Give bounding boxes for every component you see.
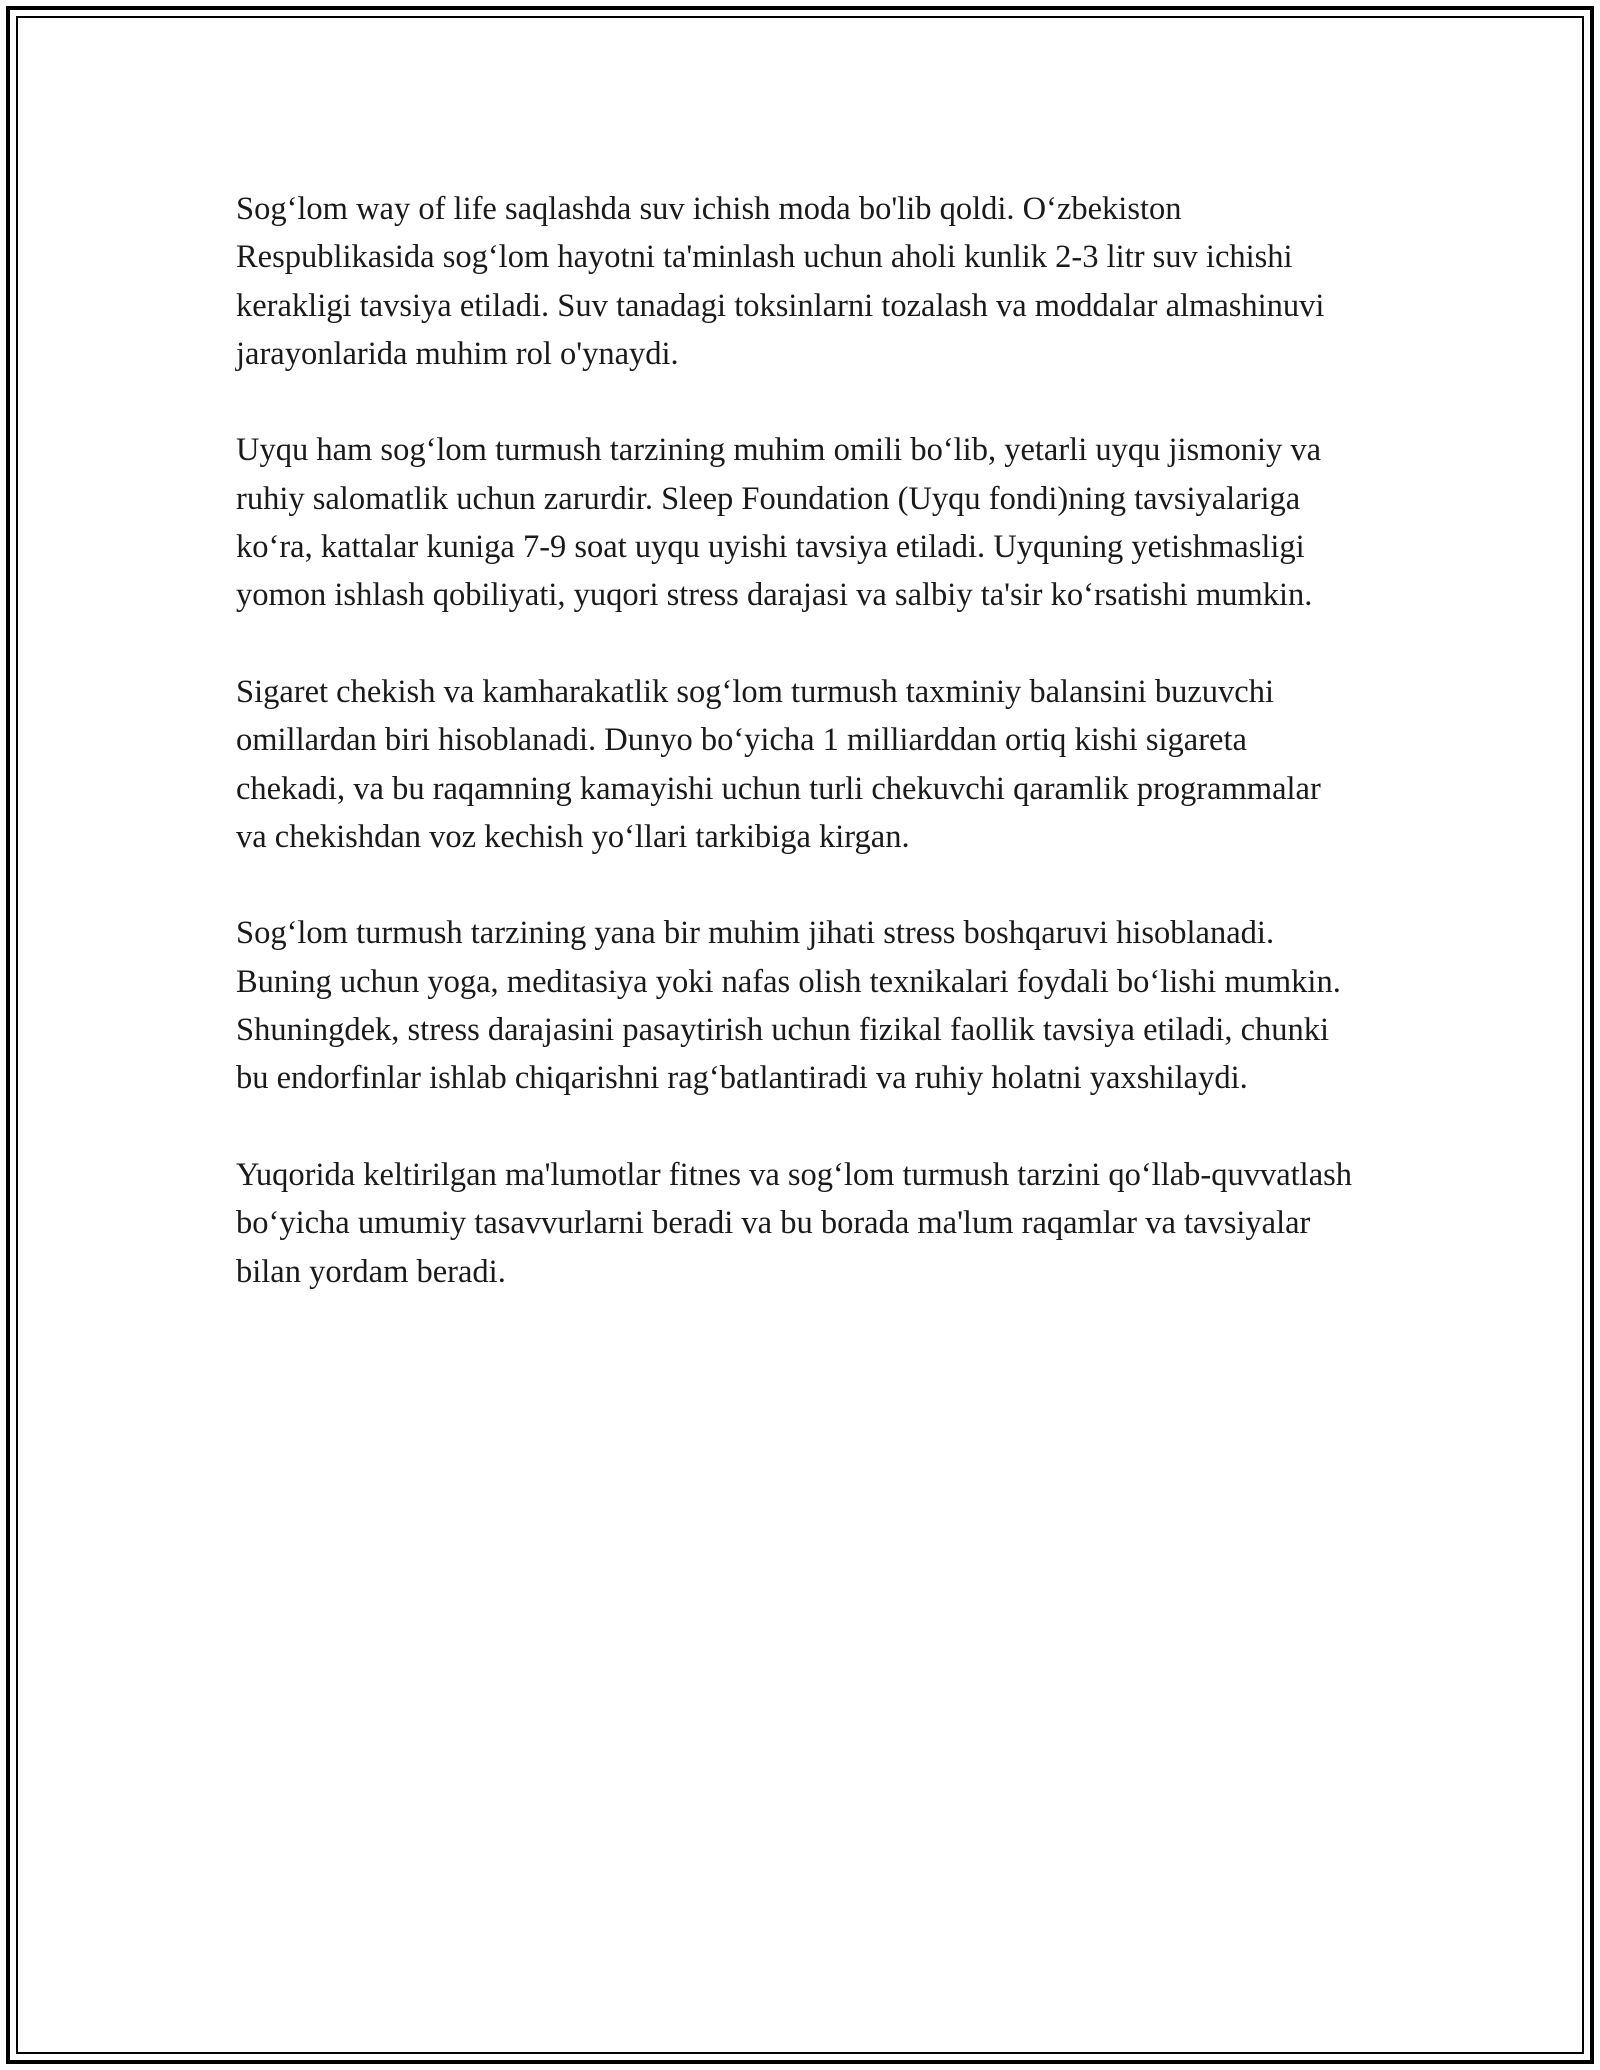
paragraph-water: Sog‘lom way of life saqlashda suv ichish moda bo'lib qoldi. O‘zbekiston Respublikasida sog‘lom hayotni ta'minlash uchun aholi kunlik 2-3 litr suv ichishi kerakligi tavsiya etiladi. Suv tanadagi toksinlarni tozalash va moddalar almashinuvi jarayonlarida muhim rol o'ynaydi.: [236, 191, 1325, 372]
paragraph-smoking: Sigaret chekish va kamharakatlik sog‘lom turmush taxminiy balansini buzuvchi omillardan biri hisoblanadi. Dunyo bo‘yicha 1 milliarddan ortiq kishi sigareta chekadi, va bu raqamning kamayishi uchun turli chekuvchi qaramlik programmalar va chekishdan voz kechish yo‘llari tarkibiga kirgan.: [236, 673, 1321, 855]
paragraph-summary: Yuqorida keltirilgan ma'lumotlar fitnes va sog‘lom turmush tarzini qo‘llab-quvvatlash bo‘yicha umumiy tasavvurlarni beradi va bu borada ma'lum raqamlar va tavsiyalar bilan yordam beradi.: [236, 1156, 1353, 1290]
paragraph-sleep: Uyqu ham sog‘lom turmush tarzining muhim omili bo‘lib, yetarli uyqu jismoniy va ruhiy salomatlik uchun zarurdir. Sleep Foundation (Uyqu fondi)ning tavsiyalariga ko‘ra, kattalar kuniga 7-9 soat uyqu uyishi tavsiya etiladi. Uyquning yetishmasligi yomon ishlash qobiliyati, yuqori stress darajasi va salbiy ta'sir ko‘rsatishi mumkin.: [236, 432, 1322, 614]
paragraph-stress: Sog‘lom turmush tarzining yana bir muhim jihati stress boshqaruvi hisoblanadi. Buning uchun yoga, meditasiya yoki nafas olish texnikalari foydali bo‘lishi mumkin. Shuningdek, stress darajasini pasaytirish uchun fizikal faollik tavsiya etiladi, chunki bu endorfinlar ishlab chiqarishni rag‘batlantiradi va ruhiy holatni yaxshilaydi.: [236, 915, 1341, 1097]
document-body: [236, 185, 1356, 1344]
